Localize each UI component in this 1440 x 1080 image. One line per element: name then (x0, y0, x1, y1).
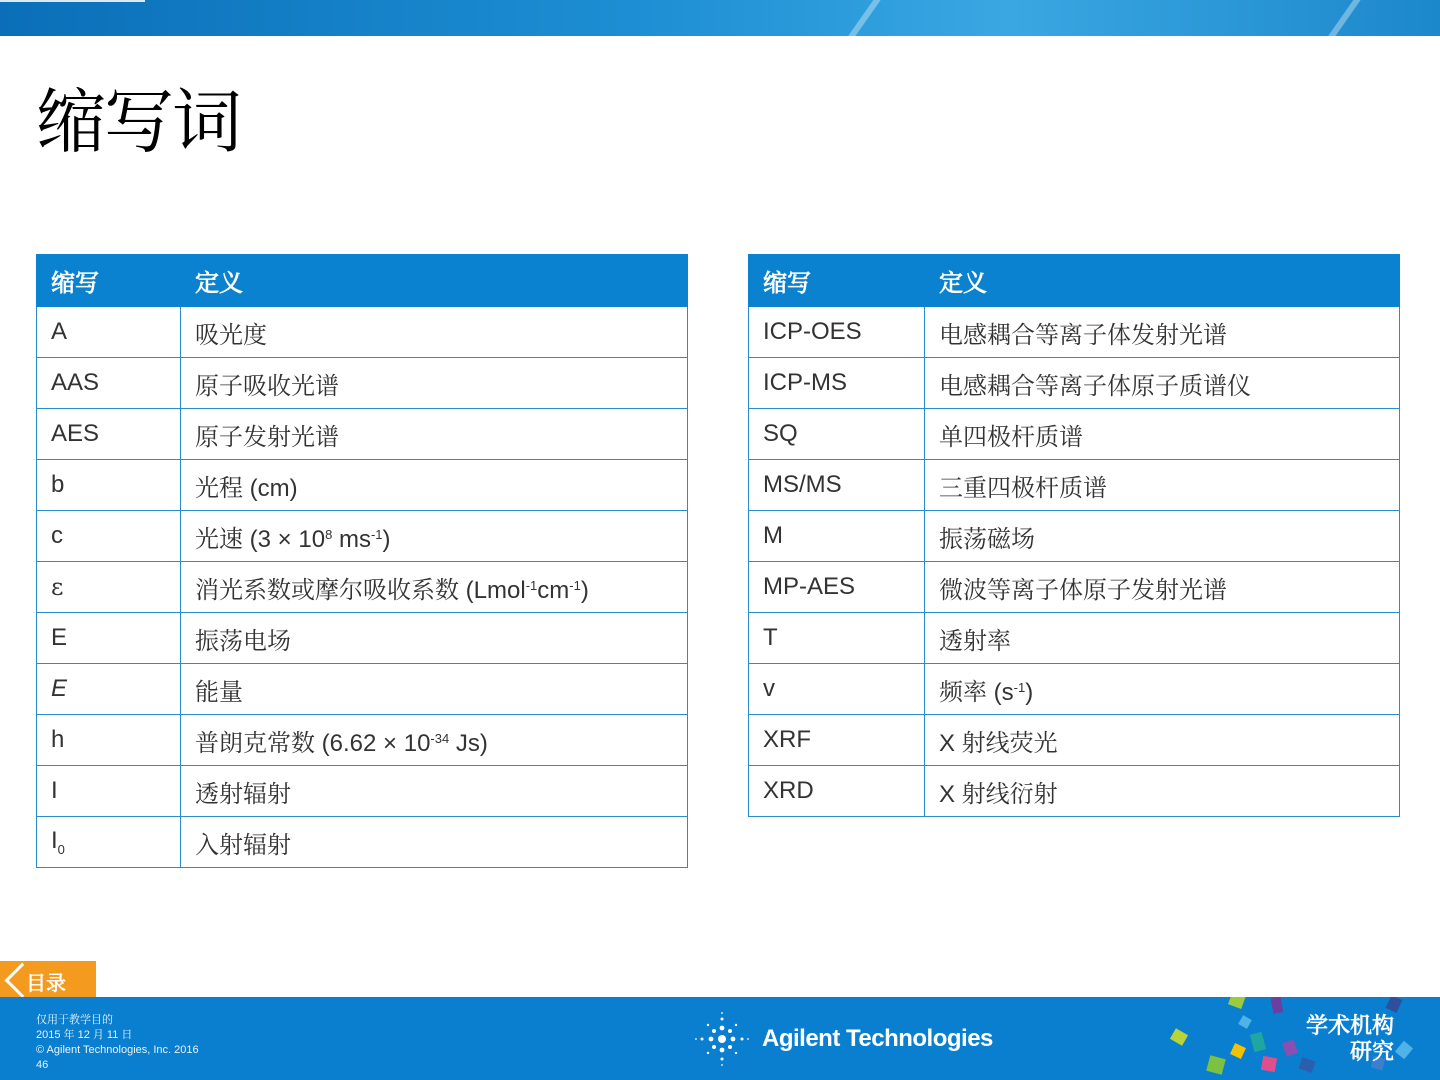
definition-cell: 吸光度 (181, 307, 688, 358)
decor-square (1206, 1055, 1226, 1075)
table-row (37, 613, 688, 664)
decor-square (1386, 997, 1403, 1013)
abbr-cell (37, 817, 181, 868)
superscript: -1 (525, 577, 538, 593)
abbr-cell: I (37, 766, 181, 817)
abbr-cell: E (37, 664, 181, 715)
column-header-definition: 定义 (925, 255, 1400, 307)
table-row (749, 460, 1400, 511)
table-row (749, 766, 1400, 817)
banner-accent-line (0, 0, 145, 2)
definition-cell: 电感耦合等离子体原子质谱仪 (925, 358, 1400, 409)
banner-streak (1318, 0, 1369, 36)
decor-square (1238, 1015, 1252, 1029)
footer-purpose: 仅用于教学目的 (36, 1014, 113, 1026)
definition-cell: X 射线荧光 (925, 715, 1400, 766)
definition-cell (181, 562, 688, 613)
definition-text: 普朗克常数 (6.62 × 10 (195, 729, 431, 757)
abbr-cell: XRF (749, 715, 925, 766)
decor-square (1230, 1043, 1246, 1059)
abbreviation-table-left (36, 254, 688, 868)
abbr-cell: v (749, 664, 925, 715)
decor-square (1395, 1041, 1413, 1059)
table-row (749, 511, 1400, 562)
definition-cell: 振荡电场 (181, 613, 688, 664)
abbr-cell: A (37, 307, 181, 358)
decor-square (1170, 1028, 1188, 1045)
abbr-cell: ICP-MS (749, 358, 925, 409)
superscript: -1 (370, 526, 383, 542)
table-row (37, 460, 688, 511)
superscript: 8 (325, 526, 333, 542)
academic-label-line1: 学术机构 (1305, 1013, 1394, 1038)
footer-copyright: © Agilent Technologies, Inc. 2016 (36, 1044, 199, 1056)
definition-cell: 入射辐射 (181, 817, 688, 868)
abbr-cell: ICP-OES (749, 307, 925, 358)
abbr-cell: MP-AES (749, 562, 925, 613)
definition-text: Js) (449, 729, 488, 757)
banner-streak (838, 0, 889, 36)
table-header-row (37, 255, 688, 307)
table-header-row (749, 255, 1400, 307)
table-row (37, 715, 688, 766)
definition-cell: 电感耦合等离子体发射光谱 (925, 307, 1400, 358)
abbr-cell: SQ (749, 409, 925, 460)
definition-cell (181, 715, 688, 766)
abbr-cell: b (37, 460, 181, 511)
definition-cell (925, 664, 1400, 715)
table-row (37, 409, 688, 460)
table-row (37, 358, 688, 409)
footer-date: 2015 年 12 月 11 日 (36, 1029, 133, 1041)
agilent-brand-name: Agilent Technologies (762, 1025, 993, 1052)
toc-button[interactable] (0, 961, 96, 997)
definition-text: 频率 (s (939, 678, 1014, 706)
footer-meta (36, 1013, 199, 1073)
table-row (749, 562, 1400, 613)
footer (0, 997, 1440, 1080)
definition-cell: 能量 (181, 664, 688, 715)
decor-square (1282, 1039, 1298, 1056)
definition-text: ) (1025, 678, 1034, 706)
abbr-cell: MS/MS (749, 460, 925, 511)
top-banner (0, 0, 1440, 36)
abbr-cell: ε (37, 562, 181, 613)
definition-cell: 透射辐射 (181, 766, 688, 817)
academic-label-line2: 研究 (1349, 1039, 1394, 1064)
table-row (37, 511, 688, 562)
definition-text: 光速 (3 × 10 (195, 525, 326, 553)
abbr-cell: T (749, 613, 925, 664)
page-number: 46 (36, 1059, 49, 1071)
definition-cell: 透射率 (925, 613, 1400, 664)
abbreviation-table-right (748, 254, 1400, 817)
definition-cell: 原子发射光谱 (181, 409, 688, 460)
column-header-abbr: 缩写 (37, 255, 181, 307)
table-row (749, 409, 1400, 460)
abbr-cell: M (749, 511, 925, 562)
decor-square (1261, 1056, 1277, 1072)
definition-text: 消光系数或摩尔吸收系数 (Lmol (195, 576, 526, 604)
decor-square (1271, 997, 1284, 1014)
academic-research-label (1306, 1013, 1394, 1065)
table-row (37, 817, 688, 868)
abbr-cell: c (37, 511, 181, 562)
toc-button-label: 目录 (26, 973, 66, 995)
definition-text: ) (580, 576, 589, 604)
agilent-spark-logo-icon (694, 1011, 750, 1067)
table-row (749, 307, 1400, 358)
abbr-cell: AAS (37, 358, 181, 409)
definition-text: ) (382, 525, 391, 553)
definition-cell: 三重四极杆质谱 (925, 460, 1400, 511)
decor-square (1250, 1032, 1266, 1052)
table-row (37, 766, 688, 817)
column-header-abbr: 缩写 (749, 255, 925, 307)
superscript: -1 (1013, 679, 1026, 695)
definition-text: ms (332, 525, 371, 553)
definition-cell: X 射线衍射 (925, 766, 1400, 817)
abbr-cell: E (37, 613, 181, 664)
abbr-text: I (51, 827, 58, 854)
definition-cell: 单四极杆质谱 (925, 409, 1400, 460)
table-row (749, 358, 1400, 409)
definition-cell: 原子吸收光谱 (181, 358, 688, 409)
table-row (37, 664, 688, 715)
definition-cell: 光程 (cm) (181, 460, 688, 511)
column-header-definition: 定义 (181, 255, 688, 307)
definition-cell: 振荡磁场 (925, 511, 1400, 562)
abbr-cell: h (37, 715, 181, 766)
table-row (749, 664, 1400, 715)
superscript: -34 (430, 730, 450, 746)
superscript: -1 (569, 577, 581, 593)
table-row (37, 562, 688, 613)
definition-text: cm (537, 576, 570, 604)
page-title: 缩写词 (36, 81, 240, 163)
definition-cell (181, 511, 688, 562)
abbr-cell: XRD (749, 766, 925, 817)
abbr-cell: AES (37, 409, 181, 460)
subscript: 0 (57, 842, 65, 857)
definition-cell: 微波等离子体原子发射光谱 (925, 562, 1400, 613)
decor-square (1228, 997, 1246, 1009)
table-row (749, 613, 1400, 664)
table-row (37, 307, 688, 358)
table-row (749, 715, 1400, 766)
